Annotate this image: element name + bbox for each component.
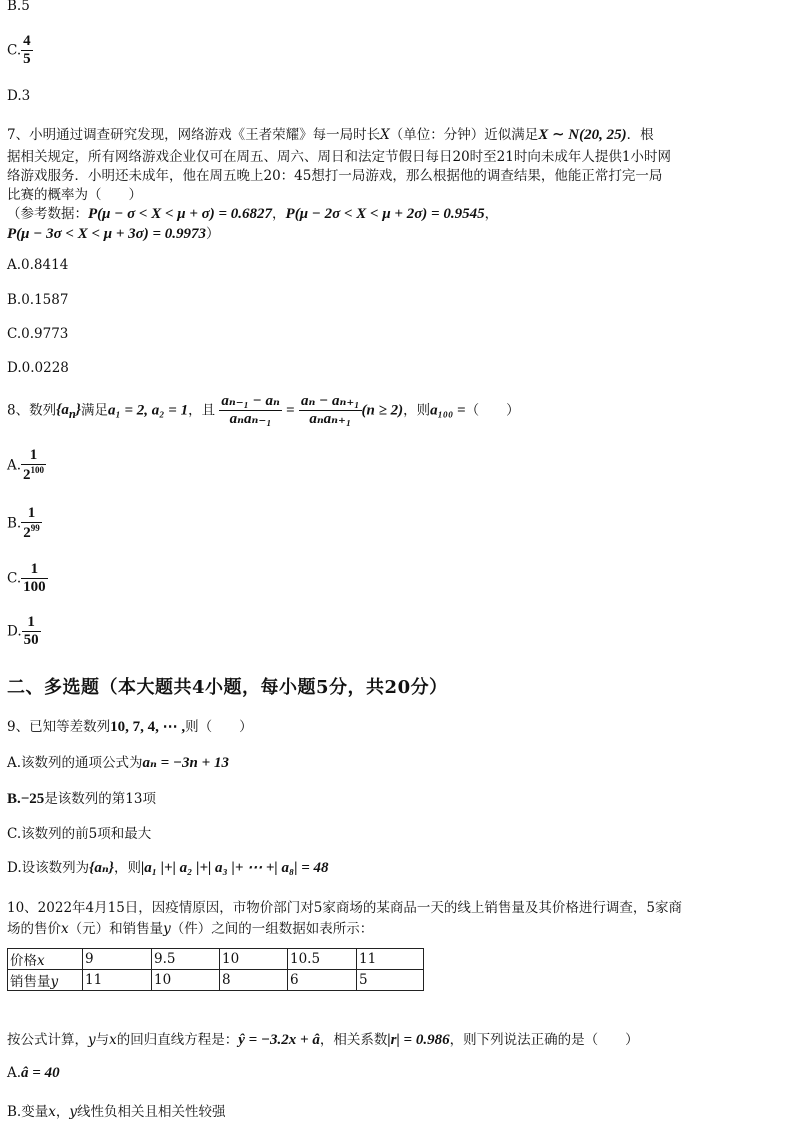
q10-option-b	[7, 1100, 225, 1120]
table-cell: 6	[288, 970, 357, 991]
text: ，	[55, 1104, 70, 1120]
option-prefix: B.	[7, 515, 22, 532]
var-x: x	[61, 921, 69, 937]
math-correlation: |r| = 0.986	[387, 1032, 450, 1048]
numerator: 1	[22, 614, 41, 632]
q7-stem-line4: 比赛的概率为（ ）	[7, 187, 142, 203]
table-cell: 11	[83, 970, 152, 991]
label: 销售量	[10, 974, 51, 990]
seq-open: {a	[56, 402, 69, 419]
math-distribution: X ∼ N(20, 25)	[538, 127, 627, 143]
var-x: X	[380, 127, 390, 143]
text: 则（ ）	[185, 719, 253, 735]
option-prefix: A.	[7, 457, 22, 474]
q9-option-b	[7, 787, 156, 808]
fraction-left	[219, 393, 281, 429]
table-cell: 10.5	[288, 949, 357, 970]
table-cell: 5	[357, 970, 424, 991]
exponent: 100	[30, 465, 45, 476]
q8-option-b	[7, 505, 42, 543]
fraction	[21, 33, 33, 69]
text: （单位：分钟）近似满足	[389, 127, 539, 143]
denominator	[21, 523, 42, 542]
q8-option-a	[7, 447, 46, 485]
fraction-right	[299, 393, 361, 429]
option-prefix: C.	[7, 570, 22, 587]
seq-close: }	[75, 402, 82, 419]
q10-stem-line1: 10、2022年4月15日，因疫情原因，市物价部门对5家商场的某商品一天的线上销售量及其价格进行调查，5家商	[7, 900, 682, 916]
option-prefix: D.	[7, 623, 22, 640]
math-seq: {aₙ}	[89, 860, 114, 876]
fraction	[21, 561, 48, 597]
var: x	[37, 953, 45, 969]
math-regression: ŷ = −3.2x + â	[238, 1032, 320, 1048]
text: 7、小明通过调查研究发现，网络游戏《王者荣耀》每一局时长	[7, 127, 381, 143]
q7-option-c: C.0.9773	[7, 326, 69, 342]
text: ，则下列说法正确的是（ ）	[449, 1032, 639, 1048]
q10-option-a	[7, 1065, 60, 1082]
table-cell: 9.5	[152, 949, 220, 970]
equals-sign: =	[286, 402, 295, 419]
section-heading: 二、多选题（本大题共4小题，每小题5分，共20分）	[7, 677, 448, 698]
option-prefix: A.	[7, 1065, 22, 1081]
fraction	[22, 614, 41, 650]
numerator: aₙ₋₁ − aₙ	[219, 393, 281, 411]
table-row	[8, 970, 424, 991]
q8-option-d	[7, 614, 41, 650]
denominator: 50	[23, 632, 39, 649]
var-y: y	[163, 921, 171, 937]
base: 2	[23, 525, 31, 542]
text: ．根	[626, 127, 654, 143]
table-row	[8, 949, 424, 970]
q10-regression-line	[7, 1028, 639, 1049]
text: A.该数列的通项公式为	[7, 755, 143, 771]
q7-stem-line2: 据相关规定，所有网络游戏企业仅可在周五、周六、周日和法定节假日每日20时至21时向未成年人提供1小时网	[7, 149, 671, 165]
text: D.设该数列为	[7, 860, 90, 876]
math-intercept: â = 40	[21, 1065, 60, 1081]
label: 价格	[10, 953, 37, 969]
row-header	[8, 949, 83, 970]
math-general-term: aₙ = −3n + 13	[142, 755, 229, 771]
text: ，	[484, 206, 499, 222]
text: （ ）	[465, 402, 520, 419]
text: 与	[95, 1032, 110, 1048]
q9-stem	[7, 715, 253, 736]
text: ，相关系数	[319, 1032, 388, 1048]
q9-option-a	[7, 751, 229, 772]
q6-option-d: D.3	[7, 88, 31, 104]
q7-option-b: B.0.1587	[7, 292, 69, 308]
denominator: aₙaₙ₊₁	[309, 411, 352, 428]
text: ，则	[113, 860, 141, 876]
math-init: a₁ = 2, a₂ = 1	[108, 402, 189, 419]
text: （元）和销售量	[68, 921, 164, 937]
math-target: a₁₀₀ =	[430, 402, 466, 419]
exponent: 99	[30, 523, 40, 534]
var-y: y	[88, 1032, 96, 1048]
denominator: 5	[23, 51, 31, 68]
q7-option-a: A.0.8414	[7, 257, 69, 273]
text: 按公式计算，	[7, 1032, 88, 1048]
var: y	[50, 974, 59, 990]
base: 2	[23, 467, 31, 484]
table-cell: 11	[357, 949, 424, 970]
q7-stem-line3: 络游戏服务．小明还未成年，他在周五晚上20：45想打一局游戏，那么根据他的调查结果，他能正常打完一局	[7, 168, 663, 184]
math-value: B.−25	[7, 791, 45, 807]
data-table	[7, 948, 424, 991]
numerator: aₙ − aₙ₊₁	[299, 393, 361, 411]
text: 8、数列	[7, 402, 57, 419]
text: 线性负相关且相关性较强	[76, 1104, 226, 1120]
seq-sub: n	[68, 407, 76, 422]
var-y: y	[69, 1104, 77, 1120]
text: 9、已知等差数列	[7, 719, 111, 735]
math-seq	[56, 402, 82, 422]
numerator: 1	[21, 447, 46, 465]
q9-option-c: C.该数列的前5项和最大	[7, 826, 152, 842]
numerator: 4	[21, 33, 33, 51]
text: 满足	[81, 402, 109, 419]
q8-option-c	[7, 561, 48, 597]
denominator	[21, 465, 46, 484]
var-x: x	[109, 1032, 117, 1048]
math-p1: P(μ − σ < X < μ + σ) = 0.6827	[88, 206, 273, 222]
option-prefix: C.	[7, 42, 22, 59]
text: ，	[272, 206, 286, 222]
table-cell: 9	[83, 949, 152, 970]
text: 的回归直线方程是：	[116, 1032, 239, 1048]
fraction	[21, 447, 46, 485]
text: （件）之间的一组数据如表所示：	[170, 921, 374, 937]
text: （参考数据：	[7, 206, 88, 222]
text: ，则	[403, 402, 431, 419]
q8-stem	[7, 393, 520, 429]
q7-reference-line2	[7, 222, 220, 243]
table-cell: 8	[220, 970, 288, 991]
text: 场的售价	[7, 921, 61, 937]
math-p2: P(μ − 2σ < X < μ + 2σ) = 0.9545	[285, 206, 485, 222]
table-cell: 10	[220, 949, 288, 970]
q6-option-c	[7, 33, 33, 69]
q7-stem-line1	[7, 123, 654, 144]
math-p3: P(μ − 3σ < X < μ + 3σ) = 0.9973	[7, 226, 207, 242]
math-abs-sum: |a₁ |+| a₂ |+| a₃ |+ ⋯ +| a₈| = 48	[140, 860, 329, 876]
numerator: 1	[21, 561, 48, 579]
text: ，且	[188, 402, 216, 419]
fraction	[21, 505, 42, 543]
math-sequence: 10, 7, 4, ⋯ ,	[110, 719, 186, 735]
text: B.变量	[7, 1104, 49, 1120]
q10-stem-line2	[7, 917, 373, 937]
table-cell: 10	[152, 970, 220, 991]
text: 是该数列的第13项	[44, 791, 156, 807]
row-header	[8, 970, 83, 991]
text: ）	[206, 226, 220, 242]
numerator: 1	[21, 505, 42, 523]
q9-option-d	[7, 856, 329, 877]
q6-option-b: B.5	[7, 0, 30, 14]
q7-reference-line1	[7, 202, 498, 223]
q7-option-d: D.0.0228	[7, 360, 69, 376]
denominator: 100	[23, 579, 46, 596]
var-x: x	[48, 1104, 56, 1120]
math-condition: (n ≥ 2)	[361, 402, 404, 419]
denominator: aₙaₙ₋₁	[229, 411, 272, 428]
